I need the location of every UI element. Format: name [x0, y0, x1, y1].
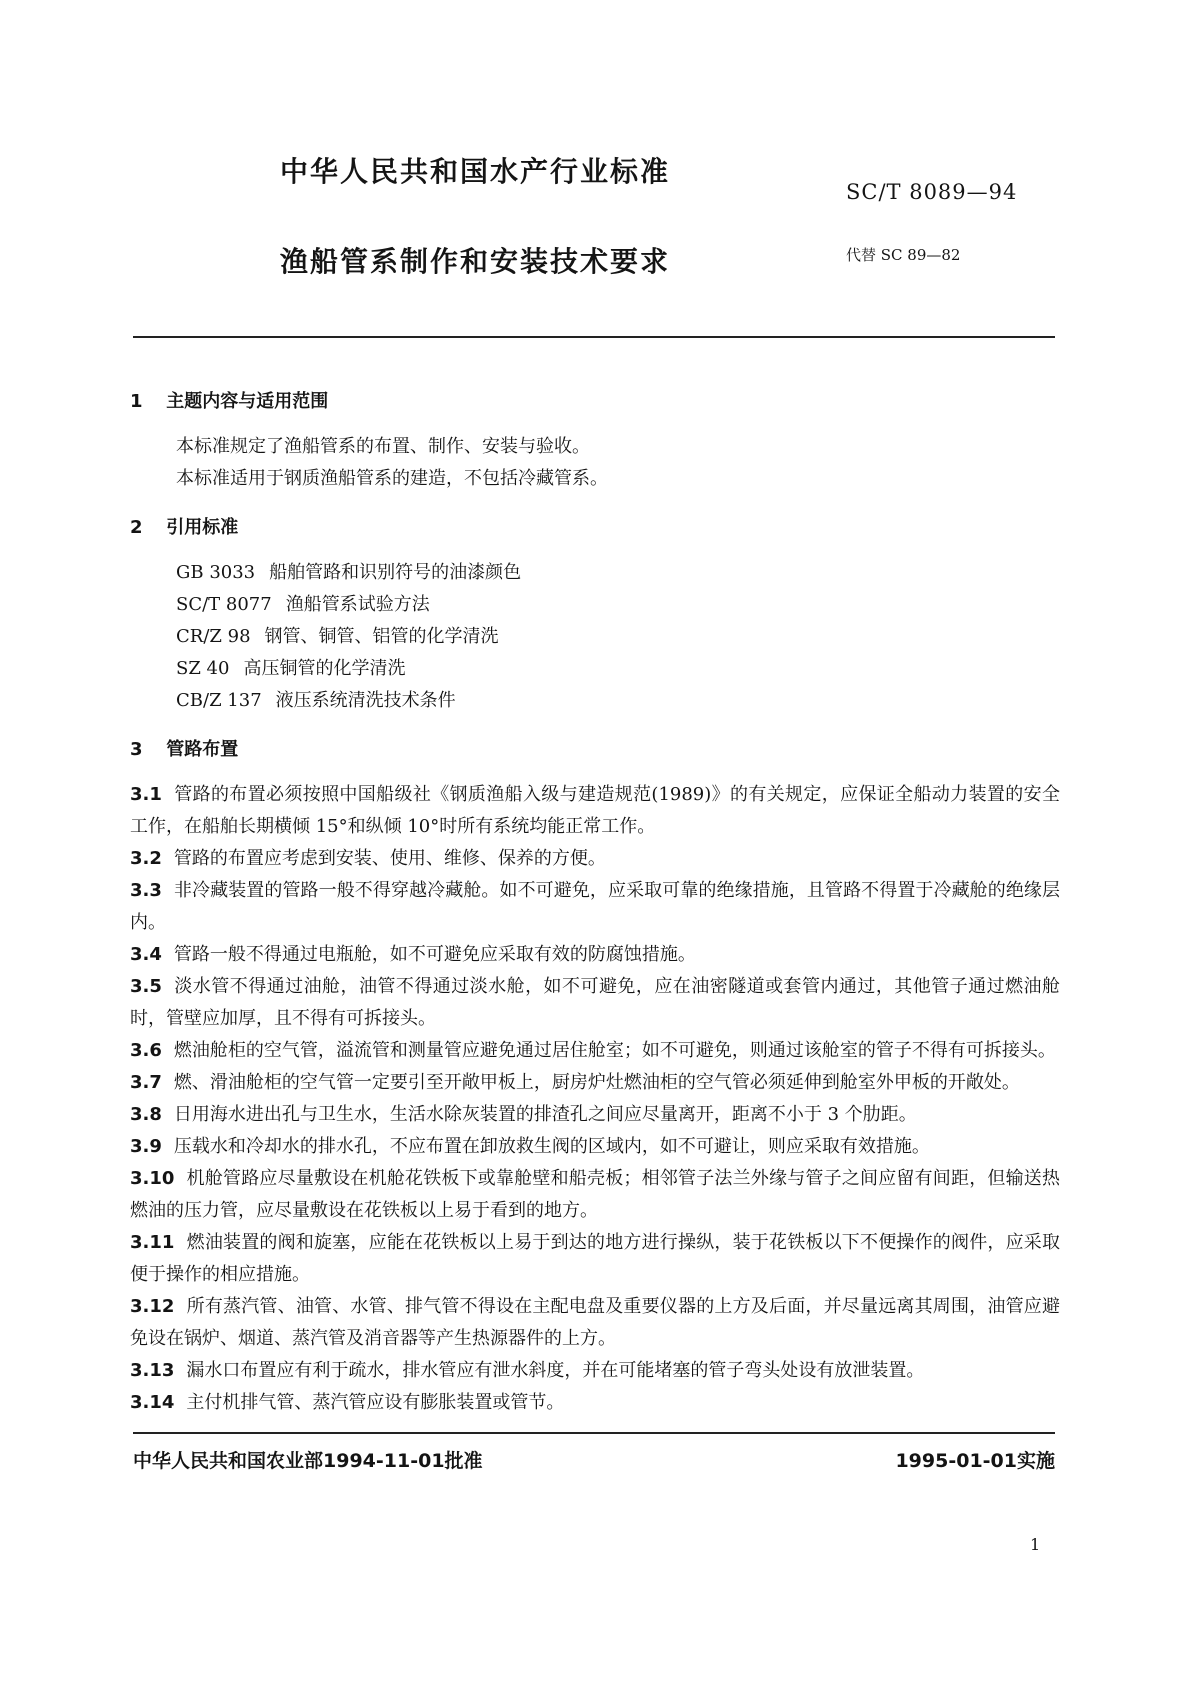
- spacer: [130, 495, 1060, 511]
- paragraph: 本标准适用于钢质渔船管系的建造，不包括冷藏管系。: [176, 468, 608, 489]
- clause-number: 3.8: [130, 1104, 162, 1125]
- clause-3-1: [130, 779, 1060, 843]
- clause-3-5: [130, 971, 1060, 1035]
- reference-title: 钢管、铜管、铝管的化学清洗: [264, 626, 499, 647]
- reference-code: CR/Z 98: [176, 626, 251, 647]
- clause-number: 3.6: [130, 1040, 162, 1061]
- section-heading-1: [130, 385, 1060, 419]
- clause-number: 3.10: [130, 1168, 175, 1189]
- clause-text: 机舱管路应尽量敷设在机舱花铁板下或靠舱壁和船壳板；相邻管子法兰外缘与管子之间应留有间距，但输送热燃油的压力管，应尽量敷设在花铁板以上易于看到的地方。: [130, 1168, 1060, 1221]
- reference-title: 高压铜管的化学清洗: [243, 658, 406, 679]
- document-body: [130, 385, 1060, 1419]
- clause-number: 3.4: [130, 944, 162, 965]
- reference-code: SZ 40: [176, 658, 230, 679]
- clause-3-8: [130, 1099, 1060, 1131]
- clause-text: 燃油舱柜的空气管，溢流管和测量管应避免通过居住舱室；如不可避免，则通过该舱室的管子不得有可拆接头。: [173, 1040, 1056, 1061]
- clause-number: 3.1: [130, 784, 162, 805]
- clause-number: 3.7: [130, 1072, 162, 1093]
- paragraph: 本标准规定了渔船管系的布置、制作、安装与验收。: [176, 436, 590, 457]
- clause-text: 非冷藏装置的管路一般不得穿越冷藏舱。如不可避免，应采取可靠的绝缘措施，且管路不得置于冷藏舱的绝缘层内。: [130, 880, 1060, 933]
- clause-text: 燃、滑油舱柜的空气管一定要引至开敞甲板上，厨房炉灶燃油柜的空气管必须延伸到舱室外甲板的开敞处。: [173, 1072, 1020, 1093]
- clause-number: 3.3: [130, 880, 162, 901]
- reference-list: [130, 557, 1060, 717]
- clause-text: 燃油装置的阀和旋塞，应能在花铁板以上易于到达的地方进行操纵，装于花铁板以下不便操作的阀件，应采取便于操作的相应措施。: [130, 1232, 1060, 1285]
- clause-3-14: [130, 1387, 1060, 1419]
- effective-date: 1995-01-01实施: [895, 1450, 1055, 1472]
- clause-number: 3.9: [130, 1136, 162, 1157]
- reference-code: CB/Z 137: [176, 690, 262, 711]
- clause-3-3: [130, 875, 1060, 939]
- clause-text: 主付机排气管、蒸汽管应设有膨胀装置或管节。: [186, 1392, 565, 1413]
- section-number: 2: [130, 517, 143, 538]
- clause-text: 所有蒸汽管、油管、水管、排气管不得设在主配电盘及重要仪器的上方及后面，并尽量远离其周围，油管应避免设在锅炉、烟道、蒸汽管及消音器等产生热源器件的上方。: [130, 1296, 1060, 1349]
- reference-title: 液压系统清洗技术条件: [275, 690, 456, 711]
- spacer: [130, 717, 1060, 733]
- clause-3-6: [130, 1035, 1060, 1067]
- clause-text: 淡水管不得通过油舱，油管不得通过淡水舱，如不可避免，应在油密隧道或套管内通过，其他管子通过燃油舱时，管壁应加厚，且不得有可拆接头。: [130, 976, 1060, 1029]
- replaces-note: 代替 SC 89—82: [846, 246, 961, 264]
- clause-3-13: [130, 1355, 1060, 1387]
- section-number: 1: [130, 391, 143, 412]
- clause-3-11: [130, 1227, 1060, 1291]
- reference-title: 渔船管系试验方法: [285, 594, 430, 615]
- reference-item: [176, 653, 1060, 685]
- reference-code: SC/T 8077: [176, 594, 272, 615]
- section-title: 管路布置: [166, 739, 239, 760]
- clause-text: 漏水口布置应有利于疏水，排水管应有泄水斜度，并在可能堵塞的管子弯头处设有放泄装置。: [186, 1360, 925, 1381]
- section-title: 主题内容与适用范围: [166, 391, 329, 412]
- section-heading-3: [130, 733, 1060, 767]
- clause-3-10: [130, 1163, 1060, 1227]
- approval-statement: 中华人民共和国农业部1994-11-01批准: [133, 1450, 483, 1472]
- clause-3-4: [130, 939, 1060, 971]
- reference-code: GB 3033: [176, 562, 256, 583]
- clause-3-12: [130, 1291, 1060, 1355]
- clause-text: 压载水和冷却水的排水孔，不应布置在卸放救生阀的区域内，如不可避让，则应采取有效措施。: [173, 1136, 930, 1157]
- section-heading-2: [130, 511, 1060, 545]
- document-title: 渔船管系制作和安装技术要求: [280, 245, 671, 278]
- clause-text: 管路的布置应考虑到安装、使用、维修、保养的方便。: [173, 848, 606, 869]
- reference-item: [176, 557, 1060, 589]
- clause-text: 日用海水进出孔与卫生水，生活水除灰装置的排渣孔之间应尽量离开，距离不小于 3 个肋距。: [173, 1104, 917, 1125]
- standard-category-title: 中华人民共和国水产行业标准: [280, 155, 671, 188]
- clause-number: 3.13: [130, 1360, 175, 1381]
- section-number: 3: [130, 739, 143, 760]
- standard-code: SC/T 8089—94: [846, 180, 1018, 204]
- clause-3-2: [130, 843, 1060, 875]
- clause-number: 3.2: [130, 848, 162, 869]
- clause-number: 3.14: [130, 1392, 175, 1413]
- footer-divider: [133, 1432, 1055, 1434]
- header-divider: [133, 336, 1055, 338]
- reference-item: [176, 621, 1060, 653]
- clause-3-9: [130, 1131, 1060, 1163]
- clause-text: 管路一般不得通过电瓶舱，如不可避免应采取有效的防腐蚀措施。: [173, 944, 696, 965]
- page-number: 1: [1030, 1535, 1041, 1554]
- reference-title: 船舶管路和识别符号的油漆颜色: [269, 562, 522, 583]
- clause-3-7: [130, 1067, 1060, 1099]
- clause-number: 3.12: [130, 1296, 175, 1317]
- clause-number: 3.11: [130, 1232, 175, 1253]
- clause-text: 管路的布置必须按照中国船级社《钢质渔船入级与建造规范(1989)》的有关规定，应保证全船动力装置的安全工作，在船舶长期横倾 15°和纵倾 10°时所有系统均能正常工作。: [130, 784, 1060, 837]
- section-title: 引用标准: [166, 517, 239, 538]
- clause-number: 3.5: [130, 976, 162, 997]
- reference-item: [176, 589, 1060, 621]
- reference-item: [176, 685, 1060, 717]
